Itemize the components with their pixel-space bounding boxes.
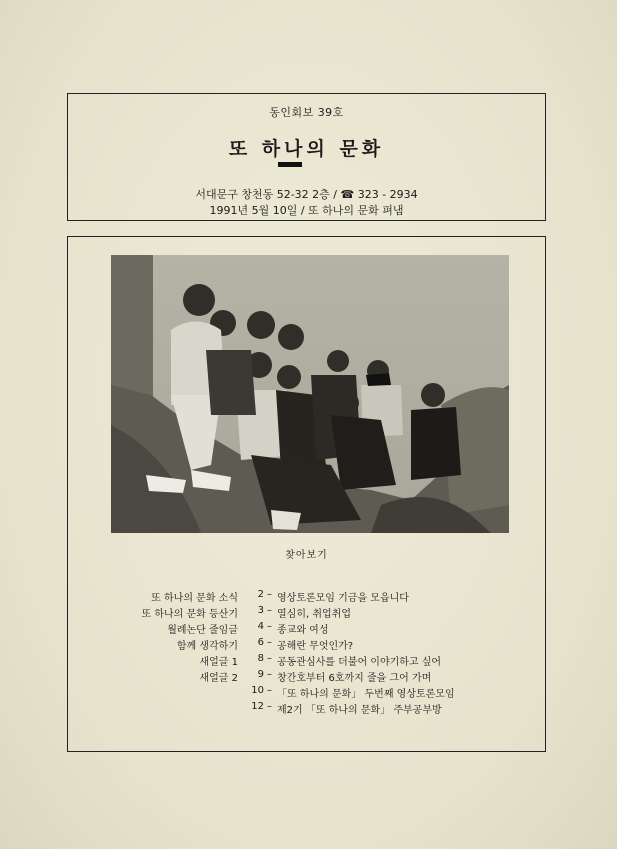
toc-row	[68, 637, 545, 653]
toc-title: 창간호부터 6호까지 줄을 그어 가며	[277, 673, 432, 684]
toc-dash: –	[267, 685, 272, 696]
masthead-box	[67, 93, 546, 221]
toc-dash: –	[267, 637, 272, 648]
toc-row	[68, 653, 545, 669]
toc-page: 8	[257, 653, 264, 664]
toc-title: 공해란 무엇인가?	[277, 641, 354, 652]
toc-section: 새얼글 2	[199, 673, 238, 684]
toc-dash: –	[267, 701, 272, 712]
toc-page: 9	[257, 669, 264, 680]
toc-heading: 찾아보기	[285, 550, 328, 561]
toc-dash: –	[267, 653, 272, 664]
toc-title: 종교와 여성	[277, 625, 329, 636]
toc-dash: –	[267, 605, 272, 616]
title-underline	[278, 162, 302, 167]
toc-title: 제2기 「또 하나의 문화」 주부공부방	[277, 705, 442, 716]
toc-row	[68, 669, 545, 685]
toc-title: 「또 하나의 문화」 두번째 영상토론모임	[277, 689, 455, 700]
toc-page: 3	[257, 605, 264, 616]
issue-number: 동인회보 39호	[269, 106, 344, 119]
toc-row	[68, 685, 545, 701]
toc-dash: –	[267, 589, 272, 600]
group-photo-image	[111, 255, 509, 533]
toc-page: 6	[257, 637, 264, 648]
group-photo	[111, 255, 509, 533]
toc-dash: –	[267, 621, 272, 632]
toc-page: 2	[257, 589, 264, 600]
toc-row	[68, 605, 545, 621]
publication-date: 1991년 5월 10일 / 또 하나의 문화 펴냄	[209, 204, 404, 217]
toc-title: 공동관심사를 더불어 이야기하고 싶어	[277, 657, 442, 668]
toc-page: 10	[251, 685, 264, 696]
toc-section: 함께 생각하기	[176, 641, 238, 652]
toc-title: 영상토론모임 기금을 모읍니다	[277, 593, 409, 604]
toc-dash: –	[267, 669, 272, 680]
toc-section: 또 하나의 문화 등산기	[141, 609, 238, 620]
toc-page: 12	[251, 701, 264, 712]
content-box	[67, 236, 546, 752]
toc-row	[68, 621, 545, 637]
toc-title: 열심히, 취업취업	[277, 609, 351, 620]
toc-row	[68, 589, 545, 605]
newsletter-title: 또 하나의 문화	[228, 138, 385, 160]
publisher-address: 서대문구 창천동 52-32 2층 / ☎ 323 - 2934	[195, 188, 418, 201]
toc-section: 월례논단 줄임글	[167, 625, 238, 636]
toc-section: 또 하나의 문화 소식	[151, 593, 238, 604]
toc-page: 4	[257, 621, 264, 632]
toc-row	[68, 701, 545, 717]
toc-section: 새얼글 1	[199, 657, 238, 668]
